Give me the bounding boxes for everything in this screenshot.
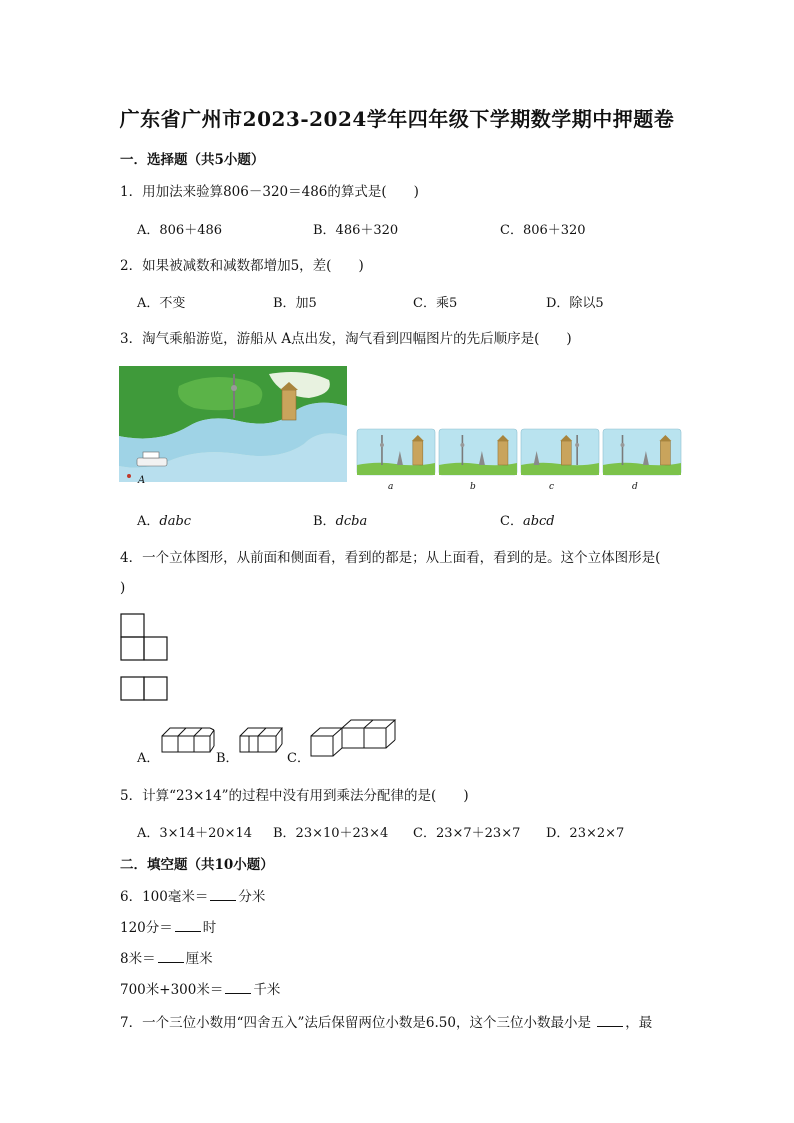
q6-line-1: 6．100毫米＝ 分米 — [120, 889, 266, 905]
question-4-cont: ) — [120, 580, 126, 596]
q4-option-b-cubes — [238, 722, 286, 760]
q5-option-b[interactable]: B．23×10＋23×4 — [273, 826, 389, 841]
q5-option-d[interactable]: D．23×2×7 — [546, 826, 625, 841]
q3-option-a[interactable]: A．dabc — [137, 514, 192, 529]
q4-option-a-cubes — [160, 722, 216, 760]
q6-blank-2[interactable] — [175, 918, 201, 932]
front-side-view-shape — [120, 613, 170, 661]
sequence-pictures — [356, 428, 682, 476]
section-1-heading: 一．选择题（共5小题） — [120, 152, 265, 168]
q2-option-d[interactable]: D．除以5 — [546, 296, 604, 311]
thumb-label-c: c — [549, 482, 555, 492]
question-2: 2．如果被减数和减数都增加5，差( ) — [120, 258, 364, 274]
q4-option-c-cubes — [308, 716, 404, 760]
q6-line-2: 120分＝ 时 — [120, 920, 217, 936]
thumb-label-d: d — [632, 482, 638, 492]
question-5: 5．计算“23×14”的过程中没有用到乘法分配律的是( ) — [120, 788, 469, 804]
q4-option-a-label[interactable]: A． — [137, 751, 160, 766]
sequence-picture — [603, 429, 681, 475]
sequence-picture — [439, 429, 517, 475]
question-1: 1．用加法来验算806－320＝486的算式是( ) — [120, 184, 419, 200]
q3-option-c[interactable]: C．abcd — [500, 514, 555, 529]
exam-title: 广东省广州市2023-2024学年四年级下学期数学期中押题卷 — [119, 107, 675, 131]
q6-line-4: 700米+300米＝ 千米 — [120, 982, 281, 998]
sequence-picture — [521, 429, 599, 475]
q3-option-b[interactable]: B．dcba — [313, 514, 368, 529]
q2-option-c[interactable]: C．乘5 — [413, 296, 458, 311]
q6-blank-1[interactable] — [210, 887, 236, 901]
q6-blank-3[interactable] — [158, 949, 184, 963]
q4-option-b-label[interactable]: B． — [216, 751, 239, 766]
thumb-label-a: a — [388, 482, 394, 492]
q1-option-c[interactable]: C．806＋320 — [500, 223, 586, 238]
river-map-illustration — [119, 366, 347, 482]
q1-option-b[interactable]: B．486＋320 — [313, 223, 399, 238]
q6-line-3: 8米＝ 厘米 — [120, 951, 213, 967]
q2-option-a[interactable]: A．不变 — [137, 296, 186, 311]
q6-blank-4[interactable] — [225, 980, 251, 994]
sequence-picture — [357, 429, 435, 475]
section-2-heading: 二．填空题（共10小题） — [120, 857, 274, 873]
q1-option-a[interactable]: A．806＋486 — [137, 223, 223, 238]
q7-blank[interactable] — [597, 1013, 623, 1027]
q5-option-c[interactable]: C．23×7＋23×7 — [413, 826, 521, 841]
top-view-shape — [120, 676, 170, 702]
q2-option-b[interactable]: B．加5 — [273, 296, 317, 311]
q5-option-a[interactable]: A．3×14＋20×14 — [137, 826, 253, 841]
q4-option-c-label[interactable]: C． — [287, 751, 310, 766]
question-3: 3．淘气乘船游览，游船从 A点出发，淘气看到四幅图片的先后顺序是( ) — [120, 331, 572, 347]
thumb-label-b: b — [470, 482, 476, 492]
question-4: 4．一个立体图形，从前面和侧面看，看到的都是；从上面看，看到的是。这个立体图形是( — [120, 550, 661, 566]
map-start-label: A — [138, 475, 146, 486]
question-7: 7．一个三位小数用“四舍五入”法后保留两位小数是6.50，这个三位小数最小是 ，最 — [120, 1015, 653, 1031]
